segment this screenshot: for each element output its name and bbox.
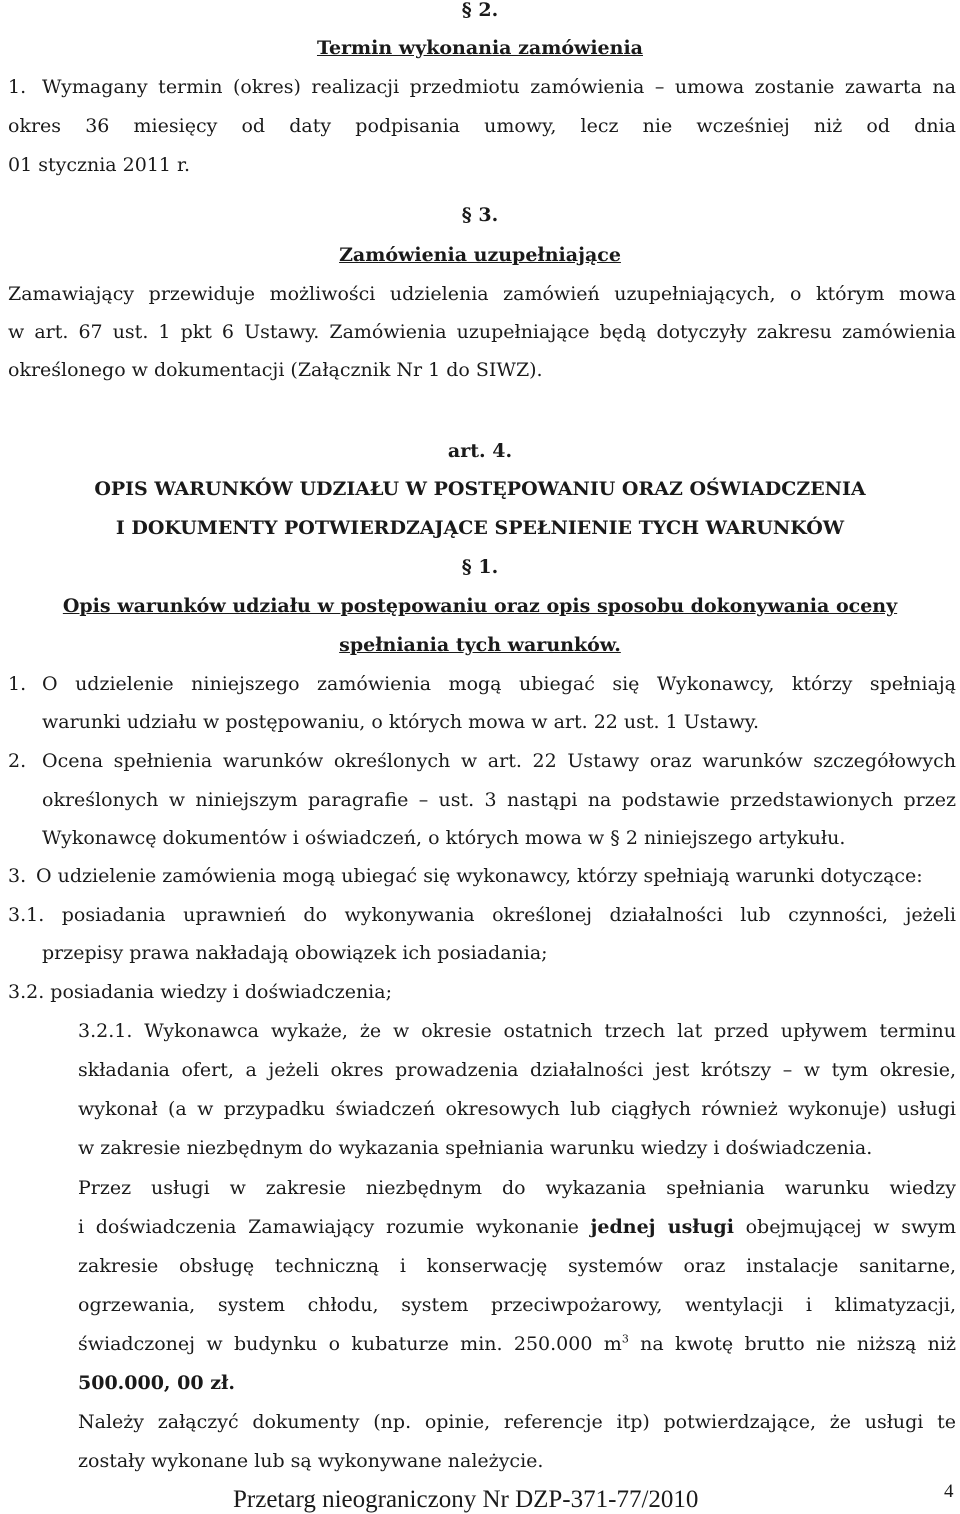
section-2-title: Termin wykonania zamówienia [316,37,643,59]
list-number: 1. [8,76,27,98]
paragraph-text: świadczonej w budynku o kubaturze min. 250.000 m [78,1333,622,1355]
paragraph-line: w art. 67 ust. 1 pkt 6 Ustawy. Zamówienia uzupełniające będą dotyczyły zakresu zamówienia [8,321,956,343]
superscript: 3 [621,1332,629,1346]
paragraph-line-bold: okres 36 miesięcy od daty podpisania umowy, lecz nie wcześniej niż od dnia [8,115,956,137]
section-1-title: Opis warunków udziału w postępowaniu oraz opis sposobu dokonywania oceny [62,595,898,617]
list-item-line: warunki udziału w postępowaniu, o których mowa w art. 22 ust. 1 Ustawy. [42,711,759,733]
sub-sub-item-line: w zakresie niezbędnym do wykazania spełniania warunku wiedzy i doświadczenia. [78,1137,873,1159]
sub-sub-item-line: składania ofert, a jeżeli okres prowadzenia działalności jest krótszy – w tym okresie, [78,1059,956,1081]
paragraph-line: określonego w dokumentacji (Załącznik Nr 1 do SIWZ). [8,359,543,381]
paragraph-text: obejmującej w swym [733,1216,956,1238]
paragraph-line: Zamawiający przewiduje możliwości udzielenia zamówień uzupełniających, o którym mowa [8,283,956,305]
list-item-line: Wykonawcę dokumentów i oświadczeń, o których mowa w § 2 niniejszego artykułu. [42,827,846,849]
paragraph-line: Przez usługi w zakresie niezbędnym do wykazania spełniania warunku wiedzy [78,1177,956,1199]
article-title: OPIS WARUNKÓW UDZIAŁU W POSTĘPOWANIU ORAZ OŚWIADCZENIA [94,478,866,500]
paragraph-text: na kwotę brutto nie niższą niż [628,1333,956,1355]
list-number: 1. [8,673,27,695]
paragraph-text: i doświadczenia Zamawiający rozumie wykonanie [78,1216,591,1238]
list-item-line: O udzielenie zamówienia mogą ubiegać się wykonawcy, którzy spełniają warunki dotyczące: [36,865,923,887]
paragraph-line: 01 stycznia 2011 r. [8,154,191,176]
section-3-title: Zamówienia uzupełniające [339,244,621,266]
list-number: 2. [8,750,27,772]
sub-item-line: 3.1. posiadania uprawnień do wykonywania określonej działalności lub czynności, jeżeli [8,904,956,926]
amount-value: 500.000, 00 zł. [78,1372,235,1394]
article-heading: art. 4. [447,440,513,462]
list-item-line: określonych w niniejszym paragrafie – ust. 3 nastąpi na podstawie przedstawionych przez [42,789,956,811]
page-number: 4 [944,1481,954,1502]
paragraph-line [78,1332,956,1356]
section-1-title: spełniania tych warunków. [339,634,621,656]
paragraph-line: zakresie obsługę techniczną i konserwację systemów oraz instalacje sanitarne, [78,1255,956,1277]
paragraph-line: ogrzewania, system chłodu, system przeciwpożarowy, wentylacji i klimatyzacji, [78,1294,956,1316]
paragraph-line: Wymagany termin (okres) realizacji przedmiotu zamówienia – umowa zostanie zawarta na [42,76,956,98]
paragraph-line [78,1215,956,1239]
section-2-heading: § 2. [461,0,499,21]
sub-sub-item-line: wykonał (a w przypadku świadczeń okresowych lub ciągłych również wykonuje) usługi [78,1098,956,1120]
sub-item-line: 3.2. posiadania wiedzy i doświadczenia; [8,981,392,1003]
page-footer: Przetarg nieograniczony Nr DZP-371-77/2010 [233,1486,699,1513]
sub-item-line: przepisy prawa nakładają obowiązek ich posiadania; [42,942,548,964]
paragraph-line: zostały wykonane lub są wykonywane należycie. [78,1450,544,1472]
list-item-line: O udzielenie niniejszego zamówienia mogą ubiegać się Wykonawcy, którzy spełniają [42,673,956,695]
paragraph-line: Należy załączyć dokumenty (np. opinie, referencje itp) potwierdzające, że usługi te [78,1411,956,1433]
article-title: I DOKUMENTY POTWIERDZAJĄCE SPEŁNIENIE TYCH WARUNKÓW [115,517,845,539]
section-3-heading: § 3. [461,204,499,226]
section-1-heading: § 1. [461,556,499,578]
sub-sub-item-line: 3.2.1. Wykonawca wykaże, że w okresie ostatnich trzech lat przed upływem terminu [78,1020,956,1042]
list-item-line: Ocena spełnienia warunków określonych w art. 22 Ustawy oraz warunków szczegółowych [42,750,956,772]
emphasis-text: jednej usługi [590,1216,734,1238]
list-number: 3. [8,865,27,887]
